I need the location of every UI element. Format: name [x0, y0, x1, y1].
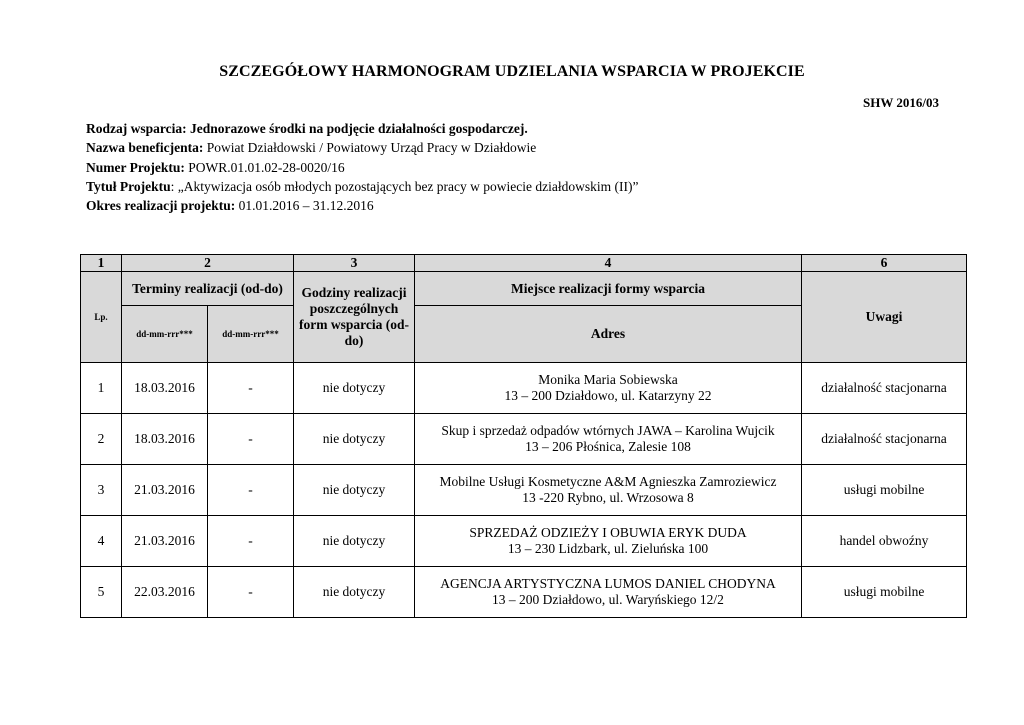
row-place-name: Mobilne Usługi Kosmetyczne A&M Agnieszka Zamroziewicz [439, 474, 777, 489]
project-info [86, 119, 638, 215]
row-lp: 4 [81, 516, 122, 567]
schedule-table [80, 254, 967, 618]
row-date-from: 18.03.2016 [122, 363, 208, 414]
row-place [415, 465, 802, 516]
row-lp: 2 [81, 414, 122, 465]
row-place [415, 414, 802, 465]
project-number-label: Numer Projektu: [86, 159, 185, 175]
row-hours: nie dotyczy [294, 363, 415, 414]
row-place-name: AGENCJA ARTYSTYCZNA LUMOS DANIEL CHODYNA [440, 576, 776, 591]
document-title: SZCZEGÓŁOWY HARMONOGRAM UDZIELANIA WSPARCIA W PROJEKCIE [219, 63, 805, 80]
row-date-to: - [208, 567, 294, 618]
lp-header: Lp. [81, 272, 122, 363]
row-place-address: 13 – 206 Płośnica, Zalesie 108 [525, 439, 691, 454]
support-type: Rodzaj wsparcia: Jednorazowe środki na podjęcie działalności gospodarczej. [86, 121, 528, 136]
period-line [86, 196, 638, 215]
col-number-1: 1 [81, 255, 122, 272]
row-place-address: 13 – 200 Działdowo, ul. Waryńskiego 12/2 [492, 592, 724, 607]
document-code: SHW 2016/03 [863, 95, 939, 110]
row-hours: nie dotyczy [294, 516, 415, 567]
row-notes: usługi mobilne [802, 465, 967, 516]
project-number-value: POWR.01.01.02-28-0020/16 [184, 159, 345, 175]
project-title-value: : „Aktywizacja osób młodych pozostających bez pracy w powiecie działdowskim (II)” [170, 178, 639, 194]
notes-header: Uwagi [802, 272, 967, 363]
row-notes: działalność stacjonarna [802, 363, 967, 414]
beneficiary-label: Nazwa beneficjenta: [86, 140, 204, 156]
column-number-row [81, 255, 967, 272]
table-row [81, 465, 967, 516]
row-lp: 5 [81, 567, 122, 618]
table-row [81, 567, 967, 618]
support-type-line [86, 119, 638, 138]
row-date-from: 22.03.2016 [122, 567, 208, 618]
row-place-name: Skup i sprzedaż odpadów wtórnych JAWA – Karolina Wujcik [441, 423, 775, 438]
row-lp: 1 [81, 363, 122, 414]
place-header: Miejsce realizacji formy wsparcia [415, 272, 802, 306]
terms-header: Terminy realizacji (od-do) [122, 272, 294, 306]
row-date-to: - [208, 414, 294, 465]
hours-header: Godziny realizacji poszczególnych form wsparcia (od-do) [294, 272, 415, 363]
row-place-address: 13 – 200 Działdowo, ul. Katarzyny 22 [504, 388, 712, 403]
row-date-to: - [208, 465, 294, 516]
col-number-4: 4 [415, 255, 802, 272]
beneficiary-value: Powiat Działdowski / Powiatowy Urząd Pracy w Działdowie [203, 140, 537, 156]
col-number-3: 3 [294, 255, 415, 272]
project-title-line [86, 177, 638, 196]
row-date-from: 18.03.2016 [122, 414, 208, 465]
row-hours: nie dotyczy [294, 567, 415, 618]
address-header: Adres [415, 306, 802, 363]
row-date-from: 21.03.2016 [122, 465, 208, 516]
row-notes: handel obwoźny [802, 516, 967, 567]
project-title-label: Tytuł Projektu [86, 178, 171, 194]
row-place [415, 516, 802, 567]
project-number-line [86, 158, 638, 177]
row-place-name: SPRZEDAŻ ODZIEŻY I OBUWIA ERYK DUDA [469, 525, 747, 540]
row-notes: usługi mobilne [802, 567, 967, 618]
row-date-from: 21.03.2016 [122, 516, 208, 567]
row-place-address: 13 -220 Rybno, ul. Wrzosowa 8 [522, 490, 694, 505]
beneficiary-line [86, 138, 638, 157]
row-hours: nie dotyczy [294, 414, 415, 465]
col-number-6: 6 [802, 255, 967, 272]
table-row [81, 414, 967, 465]
row-place-name: Monika Maria Sobiewska [538, 372, 678, 387]
row-lp: 3 [81, 465, 122, 516]
date-to-header: dd-mm-rrr*** [208, 306, 294, 363]
row-place [415, 567, 802, 618]
table-row [81, 516, 967, 567]
row-place [415, 363, 802, 414]
header-row-1 [81, 272, 967, 306]
row-hours: nie dotyczy [294, 465, 415, 516]
row-place-address: 13 – 230 Lidzbark, ul. Zieluńska 100 [507, 541, 709, 556]
date-from-header: dd-mm-rrr*** [122, 306, 208, 363]
row-date-to: - [208, 363, 294, 414]
period-value: 01.01.2016 – 31.12.2016 [235, 198, 374, 214]
row-date-to: - [208, 516, 294, 567]
row-notes: działalność stacjonarna [802, 414, 967, 465]
table-row [81, 363, 967, 414]
period-label: Okres realizacji projektu: [86, 198, 236, 214]
col-number-2: 2 [122, 255, 294, 272]
